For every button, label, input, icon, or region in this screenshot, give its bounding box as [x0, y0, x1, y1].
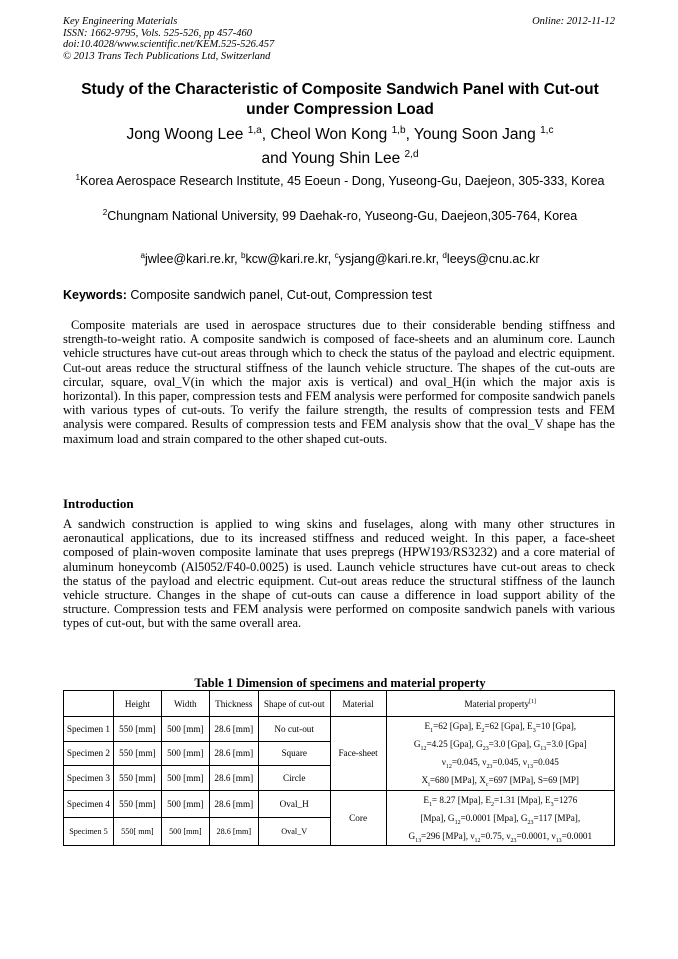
author-sup: 1,c [540, 124, 554, 136]
specimen-label: Specimen 4 [64, 790, 114, 818]
cutout-shape-cell: Square [258, 741, 330, 766]
height-cell: 550 [mm] [113, 790, 161, 818]
material-face-sheet: Face-sheet [330, 717, 386, 791]
width-cell: 500 [mm] [161, 818, 209, 846]
email-sup: a [140, 250, 145, 260]
material-core: Core [330, 790, 386, 845]
table-header-cell: Height [113, 691, 161, 717]
thickness-cell: 28.6 [mm] [209, 741, 258, 766]
cutout-shape-cell: No cut-out [258, 717, 330, 742]
email-sup: b [241, 250, 246, 260]
journal-name: Key Engineering Materials [63, 16, 178, 27]
affiliation-sup: 1 [75, 172, 81, 182]
authors-line-2 [40, 148, 640, 169]
keywords-text: Composite sandwich panel, Cut-out, Compression test [126, 288, 432, 302]
table-caption: Table 1 Dimension of specimens and material property [194, 676, 486, 690]
affiliation-text: Korea Aerospace Research Institute, 45 Eoeun - Dong, Yuseong-Gu, Daejeon, 305-333, Korea [80, 174, 605, 188]
height-cell: 550 [mm] [113, 717, 161, 742]
introduction-text: A sandwich construction is applied to wing skins and fuselages, along with many other structures in aeronautical applications, due to its increased stiffness and reduced weight. In this paper, a face-sheet composed of plain-woven composite laminate that uses prepregs (HPW193/RS3232) and a core material of aluminum honeycomb (Al5052/F40-0.0025) is used. Launch vehicle structures have cut-out areas to check the status of the payload and electric equipment. Cut-out areas reduce the structural stiffness of the launch vehicle structure. Changes in the shape of cut-outs can cause a difference in load support ability of the structure. Compression tests and FEM analysis were performed on composite sandwich panels with various types of cut-out, but with the same overall area. [63, 517, 615, 631]
width-cell: 500 [mm] [161, 717, 209, 742]
email-address: ysjang@kari.re.kr, [338, 252, 443, 266]
affiliation-sup: 2 [102, 207, 108, 217]
author-sep: , [261, 126, 271, 143]
author-sup: 2,d [404, 148, 419, 160]
thickness-cell: 28.6 [mm] [209, 790, 258, 818]
title-line-1: Study of the Characteristic of Composite Sandwich Panel with Cut-out [81, 81, 599, 98]
thickness-cell: 28.6 [mm] [209, 717, 258, 742]
width-cell: 500 [mm] [161, 766, 209, 791]
journal-header [63, 16, 274, 62]
email-address: leeys@cnu.ac.kr [446, 252, 540, 266]
issn-line: ISSN: 1662-9795, Vols. 525-526, pp 457-460 [63, 27, 252, 39]
header-text: Material property [464, 698, 530, 709]
affiliation-1 [40, 174, 640, 188]
table-header-cell: Thickness [209, 691, 258, 717]
table-header-cell: Material [330, 691, 386, 717]
table-header-row [64, 691, 615, 717]
thickness-cell: 28.6 [mm] [209, 766, 258, 791]
thickness-cell: 28.6 [mm] [209, 818, 258, 846]
cutout-shape-cell: Oval_H [258, 790, 330, 818]
table-header-cell [64, 691, 114, 717]
specimen-label: Specimen 3 [64, 766, 114, 791]
keywords [63, 288, 432, 302]
online-date: Online: 2012-11-12 [532, 16, 615, 27]
email-address: kcw@kari.re.kr, [245, 252, 335, 266]
abstract: Composite materials are used in aerospace structures due to their considerable bending stiffness and strength-to-weight ratio. A composite sandwich is composed of face-sheets and an aluminum core. Launch vehicle structures have cut-out areas through which to check the status of the payload and electric equipment. Cut-out areas reduce the structural stiffness of the launch vehicle structure. The shapes of the cut-outs are circular, square, oval_V(in which the major axis is vertical) and oval_H(in which the major axis is horizontal). In this paper, compression tests and FEM analysis were performed for composite sandwich panels with various types of cut-outs. To verify the failure strength, the results of compression tests and FEM analysis were compared. Results of compression tests and FEM analysis show that the oval_V shape has the maximum load and strain compared to the other shaped cut-outs. [63, 318, 615, 446]
author-name: and Young Shin Lee [261, 150, 401, 167]
specimen-label: Specimen 5 [64, 818, 114, 846]
width-cell: 500 [mm] [161, 741, 209, 766]
affiliation-2 [40, 209, 640, 223]
cutout-shape-cell: Circle [258, 766, 330, 791]
email-sup: c [334, 250, 339, 260]
author-list [40, 124, 640, 169]
specimen-label: Specimen 2 [64, 741, 114, 766]
email-line [40, 252, 640, 266]
table-row [64, 717, 615, 742]
height-cell: 550 [mm] [113, 766, 161, 791]
table-header-cell: Width [161, 691, 209, 717]
author-name: Jong Woong Lee [126, 126, 244, 143]
author-sup: 1,a [247, 124, 262, 136]
email-sup: d [442, 250, 447, 260]
doi-line: doi:10.4028/www.scientific.net/KEM.525-526.457 [63, 39, 275, 50]
author-sup: 1,b [391, 124, 406, 136]
author-name: Young Soon Jang [413, 126, 536, 143]
specimen-label: Specimen 1 [64, 717, 114, 742]
keywords-label: Keywords: [63, 288, 127, 302]
specimen-table [63, 690, 615, 846]
paper-title [40, 80, 640, 120]
reference-sup: [1] [529, 698, 537, 705]
face-sheet-properties: $E_1=62$ [Gpa], $E_2=62$ [Gpa], $E_3=10$ [Gpa], $G_{12}=4.25$ [Gpa], $G_{23}=3.0$ [Gpa], $G_{13}=3.0$ [Gpa] $\nu_{12}=0.045$, $\nu_{23}=0.045$, $\nu_{13}=0.045$ $X_t=680$ [MPa], $X_c=697$ [MPa], S=69 [MP] [386, 717, 614, 791]
table-row [64, 790, 615, 818]
title-line-2: under Compression Load [246, 101, 434, 118]
email-address: jwlee@kari.re.kr, [144, 252, 242, 266]
copyright-line: © 2013 Trans Tech Publications Ltd, Switzerland [63, 50, 271, 62]
core-properties: $E_1= 8.27$ [Mpa], $E_2=1.31$ [Mpa], $E_3=1276$ [Mpa], $G_{12}=0.0001$ [Mpa], $G_{23}=117$ [MPa], $G_{13}=296$ [MPa], $\nu_{12}=0.75$, $\nu_{23}=0.0001$, $\nu_{13}=0.0001$ [386, 790, 614, 845]
table-header-cell: Shape of cut-out [258, 691, 330, 717]
cutout-shape-cell: Oval_V [258, 818, 330, 846]
height-cell: 550 [mm] [113, 741, 161, 766]
height-cell: 550[ mm] [113, 818, 161, 846]
width-cell: 500 [mm] [161, 790, 209, 818]
affiliation-text: Chungnam National University, 99 Daehak-ro, Yuseong-Gu, Daejeon,305-764, Korea [107, 209, 578, 223]
author-sep: , [405, 126, 414, 143]
author-name: Cheol Won Kong [270, 126, 388, 143]
section-heading-introduction: Introduction [63, 496, 134, 511]
authors-line-1 [40, 124, 640, 145]
table-header-cell [386, 691, 614, 717]
